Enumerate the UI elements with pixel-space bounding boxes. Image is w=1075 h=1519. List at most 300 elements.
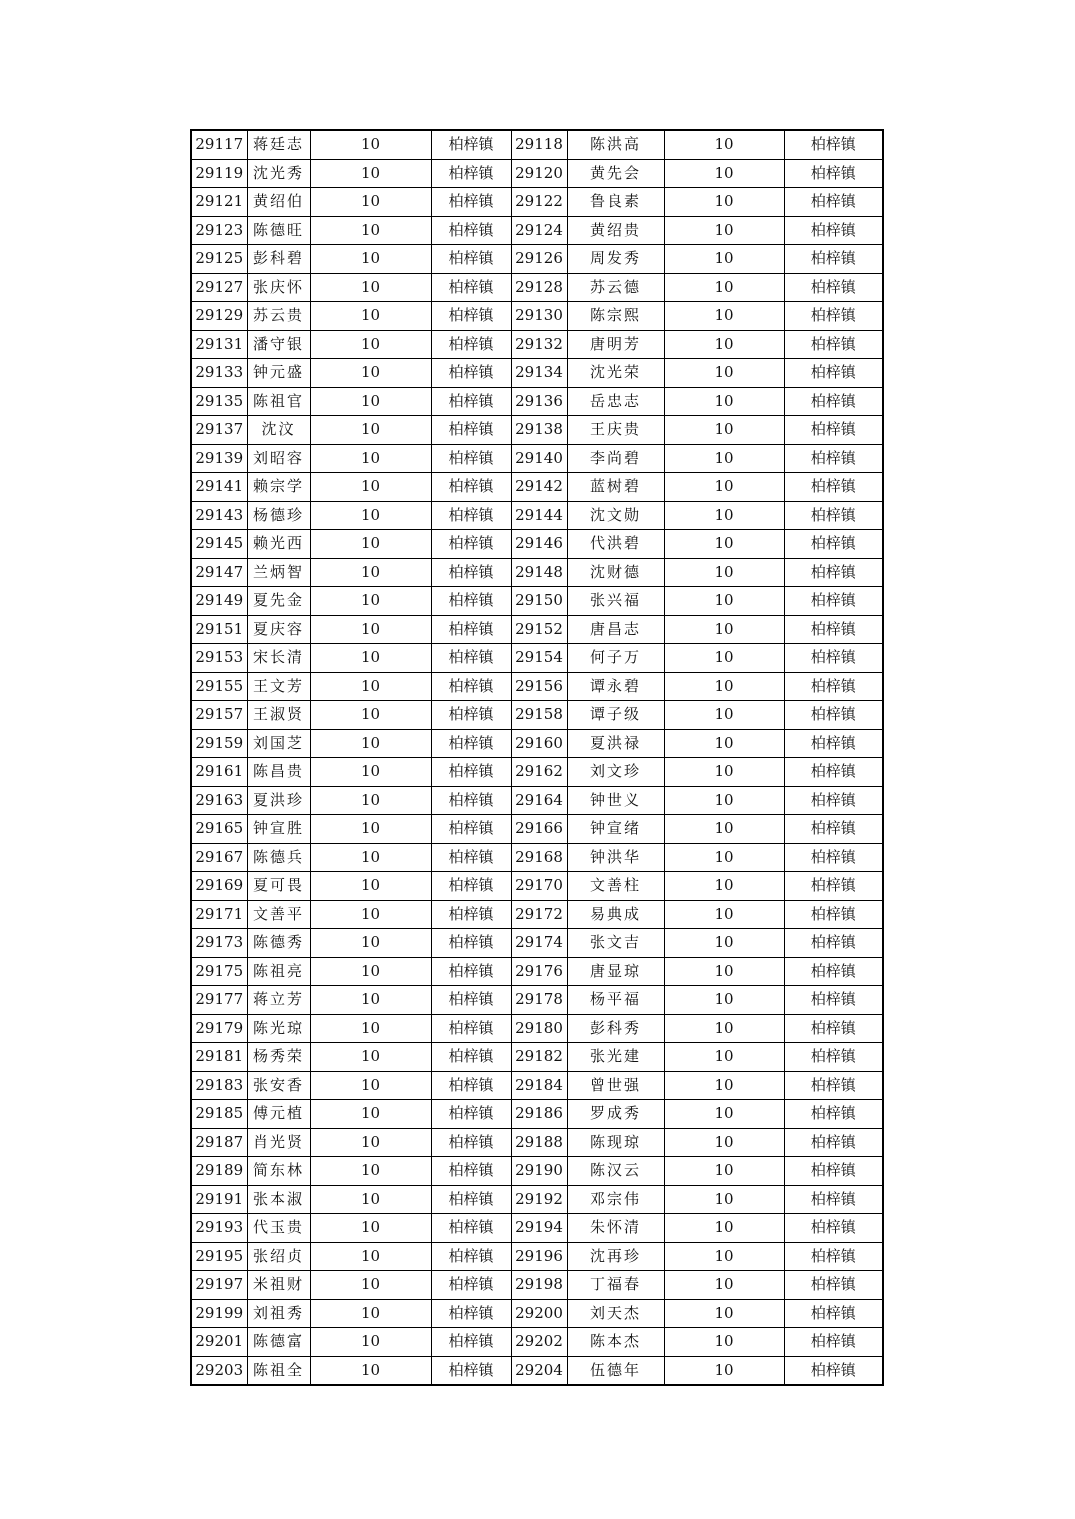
record-id-cell: 29194 [511, 1214, 567, 1243]
quantity-cell: 10 [310, 216, 431, 245]
name-cell: 刘祖秀 [247, 1299, 310, 1328]
quantity-cell: 10 [310, 245, 431, 274]
quantity-cell: 10 [664, 359, 784, 388]
name-cell: 王庆贵 [567, 416, 664, 445]
quantity-cell: 10 [310, 1157, 431, 1186]
name-cell: 黄绍贵 [567, 216, 664, 245]
name-cell: 伍德年 [567, 1356, 664, 1385]
name-cell: 唐昌志 [567, 615, 664, 644]
record-id-cell: 29131 [191, 330, 247, 359]
town-cell: 柏梓镇 [431, 558, 511, 587]
quantity-cell: 10 [664, 729, 784, 758]
name-cell: 谭永碧 [567, 672, 664, 701]
quantity-cell: 10 [310, 473, 431, 502]
town-cell: 柏梓镇 [784, 1071, 883, 1100]
record-id-cell: 29170 [511, 872, 567, 901]
record-id-cell: 29149 [191, 587, 247, 616]
quantity-cell: 10 [664, 615, 784, 644]
town-cell: 柏梓镇 [784, 900, 883, 929]
name-cell: 唐明芳 [567, 330, 664, 359]
quantity-cell: 10 [664, 1014, 784, 1043]
name-cell: 钟宣绪 [567, 815, 664, 844]
quantity-cell: 10 [310, 957, 431, 986]
town-cell: 柏梓镇 [431, 1271, 511, 1300]
name-cell: 钟元盛 [247, 359, 310, 388]
table-row [191, 273, 883, 302]
town-cell: 柏梓镇 [431, 1214, 511, 1243]
roster-table [190, 129, 884, 1386]
table-row [191, 1242, 883, 1271]
record-id-cell: 29189 [191, 1157, 247, 1186]
name-cell: 黄绍伯 [247, 188, 310, 217]
record-id-cell: 29117 [191, 130, 247, 159]
table-row [191, 758, 883, 787]
quantity-cell: 10 [664, 444, 784, 473]
record-id-cell: 29184 [511, 1071, 567, 1100]
record-id-cell: 29120 [511, 159, 567, 188]
quantity-cell: 10 [310, 273, 431, 302]
name-cell: 夏洪禄 [567, 729, 664, 758]
name-cell: 潘守银 [247, 330, 310, 359]
record-id-cell: 29201 [191, 1328, 247, 1357]
quantity-cell: 10 [664, 216, 784, 245]
quantity-cell: 10 [310, 1356, 431, 1385]
town-cell: 柏梓镇 [784, 1100, 883, 1129]
record-id-cell: 29162 [511, 758, 567, 787]
town-cell: 柏梓镇 [784, 1043, 883, 1072]
town-cell: 柏梓镇 [431, 1185, 511, 1214]
quantity-cell: 10 [310, 1014, 431, 1043]
town-cell: 柏梓镇 [431, 843, 511, 872]
name-cell: 米祖财 [247, 1271, 310, 1300]
record-id-cell: 29147 [191, 558, 247, 587]
town-cell: 柏梓镇 [784, 1328, 883, 1357]
table-row [191, 501, 883, 530]
table-row [191, 786, 883, 815]
town-cell: 柏梓镇 [431, 644, 511, 673]
town-cell: 柏梓镇 [431, 359, 511, 388]
quantity-cell: 10 [310, 644, 431, 673]
name-cell: 易典成 [567, 900, 664, 929]
record-id-cell: 29174 [511, 929, 567, 958]
quantity-cell: 10 [310, 501, 431, 530]
quantity-cell: 10 [310, 1299, 431, 1328]
name-cell: 王淑贤 [247, 701, 310, 730]
quantity-cell: 10 [310, 558, 431, 587]
name-cell: 文善平 [247, 900, 310, 929]
record-id-cell: 29155 [191, 672, 247, 701]
town-cell: 柏梓镇 [431, 815, 511, 844]
record-id-cell: 29152 [511, 615, 567, 644]
quantity-cell: 10 [664, 188, 784, 217]
record-id-cell: 29165 [191, 815, 247, 844]
name-cell: 邓宗伟 [567, 1185, 664, 1214]
town-cell: 柏梓镇 [431, 1328, 511, 1357]
town-cell: 柏梓镇 [784, 416, 883, 445]
town-cell: 柏梓镇 [431, 1356, 511, 1385]
record-id-cell: 29129 [191, 302, 247, 331]
record-id-cell: 29138 [511, 416, 567, 445]
table-row [191, 900, 883, 929]
record-id-cell: 29119 [191, 159, 247, 188]
record-id-cell: 29169 [191, 872, 247, 901]
name-cell: 杨德珍 [247, 501, 310, 530]
town-cell: 柏梓镇 [784, 473, 883, 502]
name-cell: 沈光荣 [567, 359, 664, 388]
record-id-cell: 29193 [191, 1214, 247, 1243]
name-cell: 苏云贵 [247, 302, 310, 331]
quantity-cell: 10 [310, 416, 431, 445]
name-cell: 李尚碧 [567, 444, 664, 473]
record-id-cell: 29200 [511, 1299, 567, 1328]
town-cell: 柏梓镇 [784, 1271, 883, 1300]
name-cell: 谭子级 [567, 701, 664, 730]
town-cell: 柏梓镇 [431, 473, 511, 502]
town-cell: 柏梓镇 [784, 786, 883, 815]
table-row [191, 929, 883, 958]
record-id-cell: 29151 [191, 615, 247, 644]
table-row [191, 558, 883, 587]
name-cell: 鲁良素 [567, 188, 664, 217]
table-row [191, 872, 883, 901]
town-cell: 柏梓镇 [431, 1043, 511, 1072]
record-id-cell: 29141 [191, 473, 247, 502]
quantity-cell: 10 [664, 273, 784, 302]
town-cell: 柏梓镇 [431, 1100, 511, 1129]
town-cell: 柏梓镇 [431, 872, 511, 901]
name-cell: 代玉贵 [247, 1214, 310, 1243]
name-cell: 彭科碧 [247, 245, 310, 274]
quantity-cell: 10 [310, 815, 431, 844]
name-cell: 蓝树碧 [567, 473, 664, 502]
table-row [191, 302, 883, 331]
town-cell: 柏梓镇 [784, 644, 883, 673]
quantity-cell: 10 [664, 416, 784, 445]
table-row [191, 245, 883, 274]
record-id-cell: 29130 [511, 302, 567, 331]
name-cell: 朱怀清 [567, 1214, 664, 1243]
town-cell: 柏梓镇 [431, 245, 511, 274]
town-cell: 柏梓镇 [784, 387, 883, 416]
town-cell: 柏梓镇 [431, 130, 511, 159]
name-cell: 代洪碧 [567, 530, 664, 559]
name-cell: 陈祖官 [247, 387, 310, 416]
roster-body [191, 130, 883, 1385]
table-row [191, 615, 883, 644]
record-id-cell: 29132 [511, 330, 567, 359]
town-cell: 柏梓镇 [431, 1014, 511, 1043]
table-row [191, 729, 883, 758]
record-id-cell: 29197 [191, 1271, 247, 1300]
quantity-cell: 10 [664, 302, 784, 331]
table-row [191, 416, 883, 445]
town-cell: 柏梓镇 [431, 1157, 511, 1186]
quantity-cell: 10 [664, 758, 784, 787]
record-id-cell: 29140 [511, 444, 567, 473]
town-cell: 柏梓镇 [431, 188, 511, 217]
name-cell: 沈文勋 [567, 501, 664, 530]
name-cell: 岳忠志 [567, 387, 664, 416]
town-cell: 柏梓镇 [431, 1242, 511, 1271]
town-cell: 柏梓镇 [784, 1214, 883, 1243]
town-cell: 柏梓镇 [784, 729, 883, 758]
table-row [191, 1014, 883, 1043]
record-id-cell: 29157 [191, 701, 247, 730]
table-row [191, 1128, 883, 1157]
record-id-cell: 29154 [511, 644, 567, 673]
quantity-cell: 10 [664, 1271, 784, 1300]
town-cell: 柏梓镇 [431, 216, 511, 245]
quantity-cell: 10 [310, 701, 431, 730]
quantity-cell: 10 [310, 1242, 431, 1271]
quantity-cell: 10 [664, 501, 784, 530]
quantity-cell: 10 [664, 1100, 784, 1129]
table-row [191, 130, 883, 159]
town-cell: 柏梓镇 [784, 188, 883, 217]
table-row [191, 1157, 883, 1186]
table-row [191, 1043, 883, 1072]
quantity-cell: 10 [664, 245, 784, 274]
name-cell: 唐显琼 [567, 957, 664, 986]
record-id-cell: 29136 [511, 387, 567, 416]
name-cell: 陈汉云 [567, 1157, 664, 1186]
record-id-cell: 29122 [511, 188, 567, 217]
town-cell: 柏梓镇 [431, 530, 511, 559]
town-cell: 柏梓镇 [784, 672, 883, 701]
record-id-cell: 29124 [511, 216, 567, 245]
quantity-cell: 10 [310, 672, 431, 701]
name-cell: 肖光贤 [247, 1128, 310, 1157]
record-id-cell: 29158 [511, 701, 567, 730]
record-id-cell: 29160 [511, 729, 567, 758]
quantity-cell: 10 [310, 929, 431, 958]
record-id-cell: 29183 [191, 1071, 247, 1100]
table-row [191, 815, 883, 844]
record-id-cell: 29178 [511, 986, 567, 1015]
quantity-cell: 10 [310, 900, 431, 929]
name-cell: 王文芳 [247, 672, 310, 701]
record-id-cell: 29190 [511, 1157, 567, 1186]
town-cell: 柏梓镇 [784, 701, 883, 730]
town-cell: 柏梓镇 [784, 1242, 883, 1271]
record-id-cell: 29128 [511, 273, 567, 302]
name-cell: 杨秀荣 [247, 1043, 310, 1072]
quantity-cell: 10 [664, 1128, 784, 1157]
record-id-cell: 29121 [191, 188, 247, 217]
table-row [191, 216, 883, 245]
quantity-cell: 10 [310, 159, 431, 188]
town-cell: 柏梓镇 [431, 1299, 511, 1328]
town-cell: 柏梓镇 [784, 1356, 883, 1385]
quantity-cell: 10 [310, 1328, 431, 1357]
town-cell: 柏梓镇 [784, 216, 883, 245]
town-cell: 柏梓镇 [784, 1299, 883, 1328]
record-id-cell: 29150 [511, 587, 567, 616]
town-cell: 柏梓镇 [431, 957, 511, 986]
quantity-cell: 10 [310, 1214, 431, 1243]
table-row [191, 701, 883, 730]
table-row [191, 1299, 883, 1328]
quantity-cell: 10 [664, 1299, 784, 1328]
table-row [191, 672, 883, 701]
quantity-cell: 10 [664, 159, 784, 188]
name-cell: 简东林 [247, 1157, 310, 1186]
record-id-cell: 29191 [191, 1185, 247, 1214]
quantity-cell: 10 [664, 672, 784, 701]
town-cell: 柏梓镇 [784, 501, 883, 530]
town-cell: 柏梓镇 [784, 330, 883, 359]
record-id-cell: 29159 [191, 729, 247, 758]
quantity-cell: 10 [664, 786, 784, 815]
town-cell: 柏梓镇 [784, 359, 883, 388]
town-cell: 柏梓镇 [784, 273, 883, 302]
name-cell: 黄先会 [567, 159, 664, 188]
record-id-cell: 29166 [511, 815, 567, 844]
town-cell: 柏梓镇 [784, 1157, 883, 1186]
name-cell: 苏云德 [567, 273, 664, 302]
town-cell: 柏梓镇 [431, 587, 511, 616]
table-row [191, 644, 883, 673]
quantity-cell: 10 [310, 872, 431, 901]
name-cell: 陈德旺 [247, 216, 310, 245]
town-cell: 柏梓镇 [784, 957, 883, 986]
name-cell: 赖光西 [247, 530, 310, 559]
record-id-cell: 29196 [511, 1242, 567, 1271]
name-cell: 蒋廷志 [247, 130, 310, 159]
record-id-cell: 29133 [191, 359, 247, 388]
quantity-cell: 10 [664, 644, 784, 673]
name-cell: 彭科秀 [567, 1014, 664, 1043]
town-cell: 柏梓镇 [431, 302, 511, 331]
town-cell: 柏梓镇 [431, 701, 511, 730]
quantity-cell: 10 [310, 786, 431, 815]
town-cell: 柏梓镇 [431, 786, 511, 815]
quantity-cell: 10 [310, 444, 431, 473]
record-id-cell: 29182 [511, 1043, 567, 1072]
town-cell: 柏梓镇 [431, 1128, 511, 1157]
quantity-cell: 10 [310, 530, 431, 559]
name-cell: 陈宗熙 [567, 302, 664, 331]
name-cell: 夏可畏 [247, 872, 310, 901]
name-cell: 蒋立芳 [247, 986, 310, 1015]
name-cell: 陈光琼 [247, 1014, 310, 1043]
town-cell: 柏梓镇 [784, 843, 883, 872]
name-cell: 钟宣胜 [247, 815, 310, 844]
record-id-cell: 29143 [191, 501, 247, 530]
table-row [191, 330, 883, 359]
record-id-cell: 29161 [191, 758, 247, 787]
name-cell: 刘文珍 [567, 758, 664, 787]
quantity-cell: 10 [310, 587, 431, 616]
town-cell: 柏梓镇 [784, 130, 883, 159]
quantity-cell: 10 [310, 188, 431, 217]
name-cell: 钟洪华 [567, 843, 664, 872]
quantity-cell: 10 [664, 815, 784, 844]
record-id-cell: 29181 [191, 1043, 247, 1072]
record-id-cell: 29204 [511, 1356, 567, 1385]
quantity-cell: 10 [310, 1100, 431, 1129]
record-id-cell: 29168 [511, 843, 567, 872]
record-id-cell: 29171 [191, 900, 247, 929]
record-id-cell: 29177 [191, 986, 247, 1015]
quantity-cell: 10 [664, 872, 784, 901]
quantity-cell: 10 [310, 758, 431, 787]
quantity-cell: 10 [310, 1271, 431, 1300]
name-cell: 丁福春 [567, 1271, 664, 1300]
quantity-cell: 10 [664, 1214, 784, 1243]
name-cell: 周发秀 [567, 245, 664, 274]
name-cell: 陈本杰 [567, 1328, 664, 1357]
name-cell: 刘昭容 [247, 444, 310, 473]
record-id-cell: 29167 [191, 843, 247, 872]
name-cell: 张庆怀 [247, 273, 310, 302]
table-row [191, 1071, 883, 1100]
table-row [191, 444, 883, 473]
name-cell: 夏先金 [247, 587, 310, 616]
quantity-cell: 10 [310, 1043, 431, 1072]
town-cell: 柏梓镇 [431, 615, 511, 644]
town-cell: 柏梓镇 [784, 815, 883, 844]
record-id-cell: 29180 [511, 1014, 567, 1043]
name-cell: 何子万 [567, 644, 664, 673]
name-cell: 张绍贞 [247, 1242, 310, 1271]
record-id-cell: 29145 [191, 530, 247, 559]
record-id-cell: 29192 [511, 1185, 567, 1214]
record-id-cell: 29127 [191, 273, 247, 302]
quantity-cell: 10 [664, 1356, 784, 1385]
record-id-cell: 29156 [511, 672, 567, 701]
record-id-cell: 29123 [191, 216, 247, 245]
record-id-cell: 29188 [511, 1128, 567, 1157]
quantity-cell: 10 [664, 330, 784, 359]
town-cell: 柏梓镇 [784, 159, 883, 188]
town-cell: 柏梓镇 [784, 986, 883, 1015]
record-id-cell: 29164 [511, 786, 567, 815]
town-cell: 柏梓镇 [784, 758, 883, 787]
town-cell: 柏梓镇 [784, 444, 883, 473]
table-row [191, 1328, 883, 1357]
name-cell: 陈昌贵 [247, 758, 310, 787]
quantity-cell: 10 [310, 843, 431, 872]
name-cell: 张兴福 [567, 587, 664, 616]
record-id-cell: 29146 [511, 530, 567, 559]
town-cell: 柏梓镇 [431, 758, 511, 787]
table-row [191, 473, 883, 502]
record-id-cell: 29187 [191, 1128, 247, 1157]
record-id-cell: 29186 [511, 1100, 567, 1129]
record-id-cell: 29135 [191, 387, 247, 416]
town-cell: 柏梓镇 [784, 587, 883, 616]
record-id-cell: 29148 [511, 558, 567, 587]
record-id-cell: 29137 [191, 416, 247, 445]
town-cell: 柏梓镇 [431, 900, 511, 929]
record-id-cell: 29172 [511, 900, 567, 929]
record-id-cell: 29202 [511, 1328, 567, 1357]
record-id-cell: 29118 [511, 130, 567, 159]
quantity-cell: 10 [310, 1128, 431, 1157]
name-cell: 张光建 [567, 1043, 664, 1072]
name-cell: 夏庆容 [247, 615, 310, 644]
town-cell: 柏梓镇 [431, 929, 511, 958]
quantity-cell: 10 [310, 130, 431, 159]
table-row [191, 957, 883, 986]
table-row [191, 1271, 883, 1300]
name-cell: 陈祖全 [247, 1356, 310, 1385]
name-cell: 沈汶 [247, 416, 310, 445]
record-id-cell: 29179 [191, 1014, 247, 1043]
town-cell: 柏梓镇 [431, 672, 511, 701]
table-row [191, 986, 883, 1015]
